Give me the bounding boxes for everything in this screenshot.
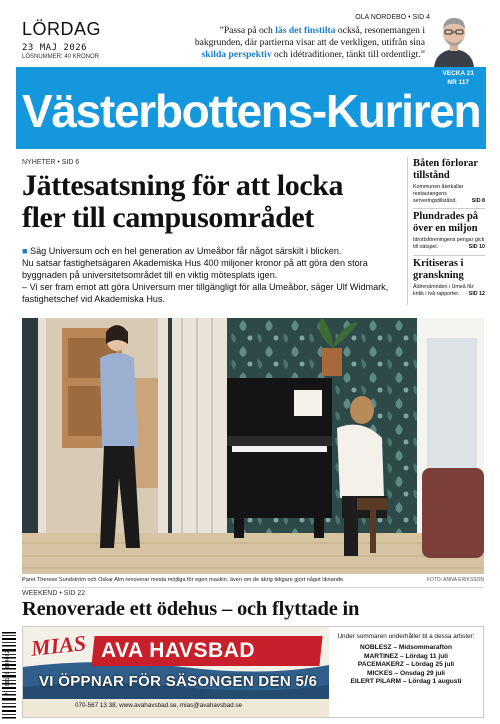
column-quote[interactable] [175, 25, 425, 61]
sidebar-item-ref: SID 8 [471, 197, 485, 204]
sidebar-item-criticized[interactable] [413, 258, 485, 298]
bullet-icon: ■ [22, 246, 28, 256]
sidebar-item-title: Plundrades på över en miljon [413, 211, 479, 234]
secondary-kicker[interactable]: WEEKEND • SID 22 [22, 590, 86, 597]
lead-headline-line-2: fler till campusområdet [22, 201, 314, 235]
masthead[interactable] [16, 67, 486, 149]
sidebar-item-ref: SID 12 [468, 290, 485, 297]
advertisement[interactable] [22, 626, 484, 718]
ad-title: AVA HAVSBAD [101, 639, 256, 662]
ad-artist-line: EILERT PILARM – Lördag 1 augusti [350, 678, 462, 686]
weekday: LÖRDAG [22, 19, 102, 39]
sidebar-item-title: Båten förlorar tillstånd [413, 158, 478, 181]
barcode-digits: 7 388138 604002 [5, 650, 11, 696]
quote-highlight-2: skilda perspektiv [201, 48, 272, 60]
lead-headline[interactable] [22, 170, 407, 235]
lead-headline-line-1: Jättesatsning för att locka [22, 169, 344, 202]
ad-artist-line: PACEMAKERZ – Lördag 25 juli [357, 661, 455, 669]
sidebar-divider [407, 157, 408, 305]
sidebar-item-text [413, 284, 485, 298]
photo-caption: Paret Therese Sundström och Oskar Alm renoverar mesta möjliga för egen maskin, även om de äkrig tidigare gjort något liknande. [22, 577, 345, 583]
quote-text-1: ”Passa på och [219, 25, 276, 36]
sidebar-item-title: Kritiseras i granskning [413, 258, 464, 281]
lead-paragraph-3: – Vi ser fram emot att göra Universum mer tillgängligt för alla Umeåbor, säger Ulf Widmark, fastighetschef vid Akademiska Hus. [22, 282, 389, 304]
sidebar-item-desc: Äldrenämnden i Umeå får kritik i två rapporter. [413, 284, 474, 297]
sidebar-separator [413, 255, 485, 256]
sidebar-item-desc: Kommunen återkallar restaurangens serveringstillstånd. [413, 184, 464, 204]
quote-text-3: och idétraditioner, tänkt till ordentligt.” [271, 48, 425, 60]
ad-opening-text: VI ÖPPNAR FÖR SÄSONGEN DEN 5/6 [39, 673, 318, 690]
section-divider [22, 587, 484, 588]
newspaper-title: Västerbottens-Kuriren [22, 85, 481, 137]
secondary-headline[interactable]: Renoverade ett ödehus – och flyttade in [22, 598, 360, 620]
issue-price: LÖSNUMMER: 40 KRONOR [22, 54, 100, 60]
ad-contact: 070-567 13 38, www.avahavsbad.se, mias@avahavsbad.se [75, 702, 243, 709]
lead-paragraph-1: Säg Universum och en hel generation av Umeåbor får något särskilt i blicken. [30, 246, 342, 256]
sidebar-item-boat[interactable] [413, 158, 485, 205]
sidebar-item-text [413, 237, 485, 251]
sidebar-item-plundered[interactable] [413, 211, 485, 251]
quote-text-2: också, resonemangen i bakgrunden, där partierna visar att de verkligen, utifrån sina [194, 25, 425, 48]
lead-paragraph-2: Nu satsar fastighetsägaren Akademiska Hus 400 miljoner kronor på att göra den stora byggnaden på universitetsområdet till en viktig mötesplats igen. [22, 258, 368, 280]
lead-kicker[interactable]: NYHETER • SID 6 [22, 159, 80, 166]
ad-banner [23, 627, 329, 717]
publication-date: 23 MAJ 2026 [22, 43, 88, 53]
sidebar-item-text [413, 184, 485, 205]
lead-photo[interactable] [22, 318, 484, 574]
issue-number: NR 117 [447, 78, 470, 86]
ad-brand-logo: MIAS [29, 630, 88, 661]
photo-credit: FOTO: ANNA ERIKSSON [426, 577, 484, 583]
ad-artists [329, 627, 483, 717]
week-label: VECKA 21 [442, 70, 474, 77]
ad-artists-heading: Under sommaren underhåller bl a dessa artister: [337, 633, 475, 640]
column-kicker[interactable]: OLA NORDEBO • SID 4 [355, 14, 430, 21]
quote-highlight-1: läs det finstilta [275, 25, 336, 36]
sidebar-item-ref: SID 10 [468, 243, 485, 250]
lead-body [22, 245, 412, 305]
ad-artist-line: NOBLESZ – Midsommarafton [360, 644, 452, 651]
ad-artist-line: MICKES – Onsdag 29 juli [366, 669, 446, 677]
ad-artist-line: MARTINEZ – Lördag 11 juli [364, 652, 448, 660]
sidebar-separator [413, 208, 485, 209]
columnist-portrait [430, 13, 478, 67]
sidebar-item-desc: Idrottsföreningens pengar gick till nätspel. [413, 237, 485, 250]
